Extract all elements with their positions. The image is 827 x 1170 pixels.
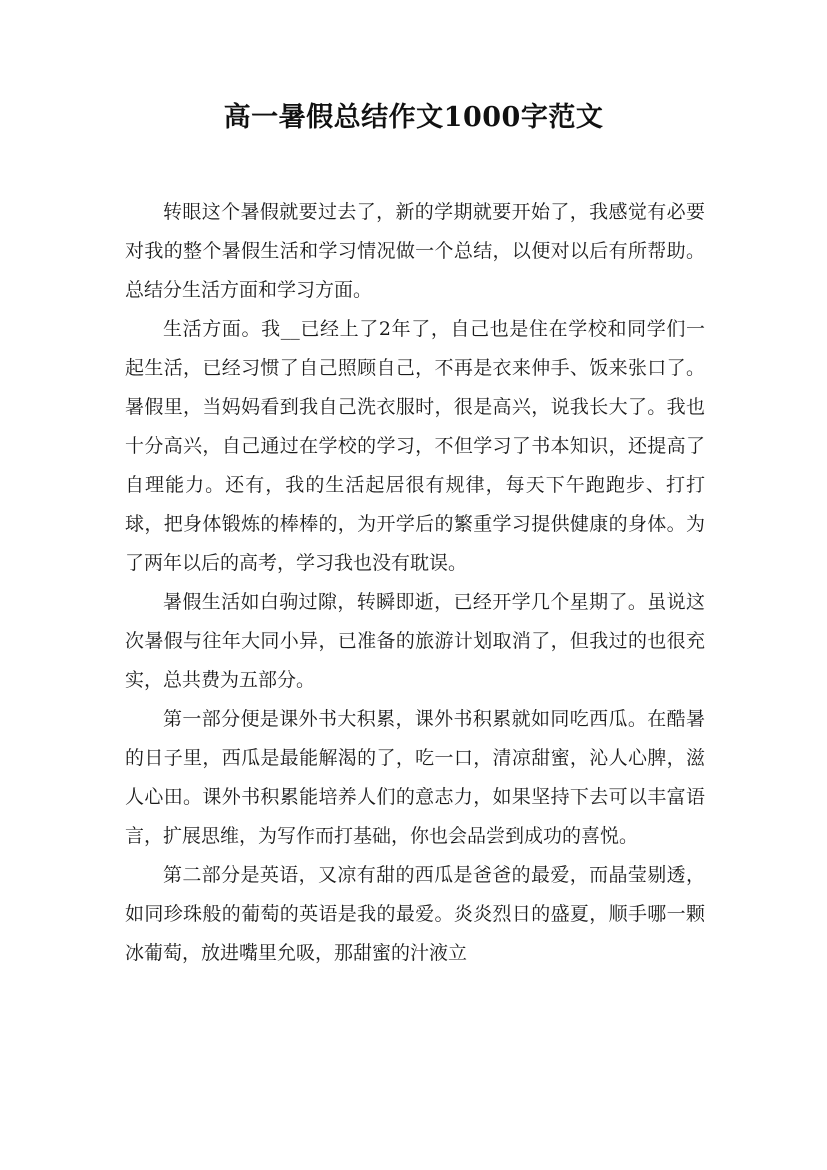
document-title: 高一暑假总结作文1000字范文 bbox=[223, 102, 604, 133]
paragraph: 第一部分便是课外书大积累，课外书积累就如同吃西瓜。在酷暑的日子里，西瓜是最能解渴的了，吃一口，清凉甜蜜，沁人心脾，滋人心田。课外书积累能培养人们的意志力，如果坚持下去可以丰富语言，扩展思维，为写作而打基础，你也会品尝到成功的喜悦。 bbox=[125, 708, 705, 847]
paragraph: 转眼这个暑假就要过去了，新的学期就要开始了，我感觉有必要对我的整个暑假生活和学习情况做一个总结，以便对以后有所帮助。总结分生活方面和学习方面。 bbox=[125, 201, 705, 301]
paragraph: 暑假生活如白驹过隙，转瞬即逝，已经开学几个星期了。虽说这次暑假与往年大同小异，已准备的旅游计划取消了，但我过的也很充实，总共费为五部分。 bbox=[125, 591, 705, 691]
document-body bbox=[125, 193, 705, 973]
paragraph: 第二部分是英语，又凉有甜的西瓜是爸爸的最爱，而晶莹剔透，如同珍珠般的葡萄的英语是我的最爱。炎炎烈日的盛夏，顺手哪一颗冰葡萄，放进嘴里允吸，那甜蜜的汁液立 bbox=[125, 864, 705, 964]
paragraph: 生活方面。我__已经上了2年了，自己也是住在学校和同学们一起生活，已经习惯了自己照顾自己，不再是衣来伸手、饭来张口了。暑假里，当妈妈看到我自己洗衣服时，很是高兴，说我长大了。我也十分高兴，自己通过在学校的学习，不但学习了书本知识，还提高了自理能力。还有，我的生活起居很有规律，每天下午跑跑步、打打球，把身体锻炼的棒棒的，为开学后的繁重学习提供健康的身体。为了两年以后的高考，学习我也没有耽误。 bbox=[125, 318, 705, 574]
